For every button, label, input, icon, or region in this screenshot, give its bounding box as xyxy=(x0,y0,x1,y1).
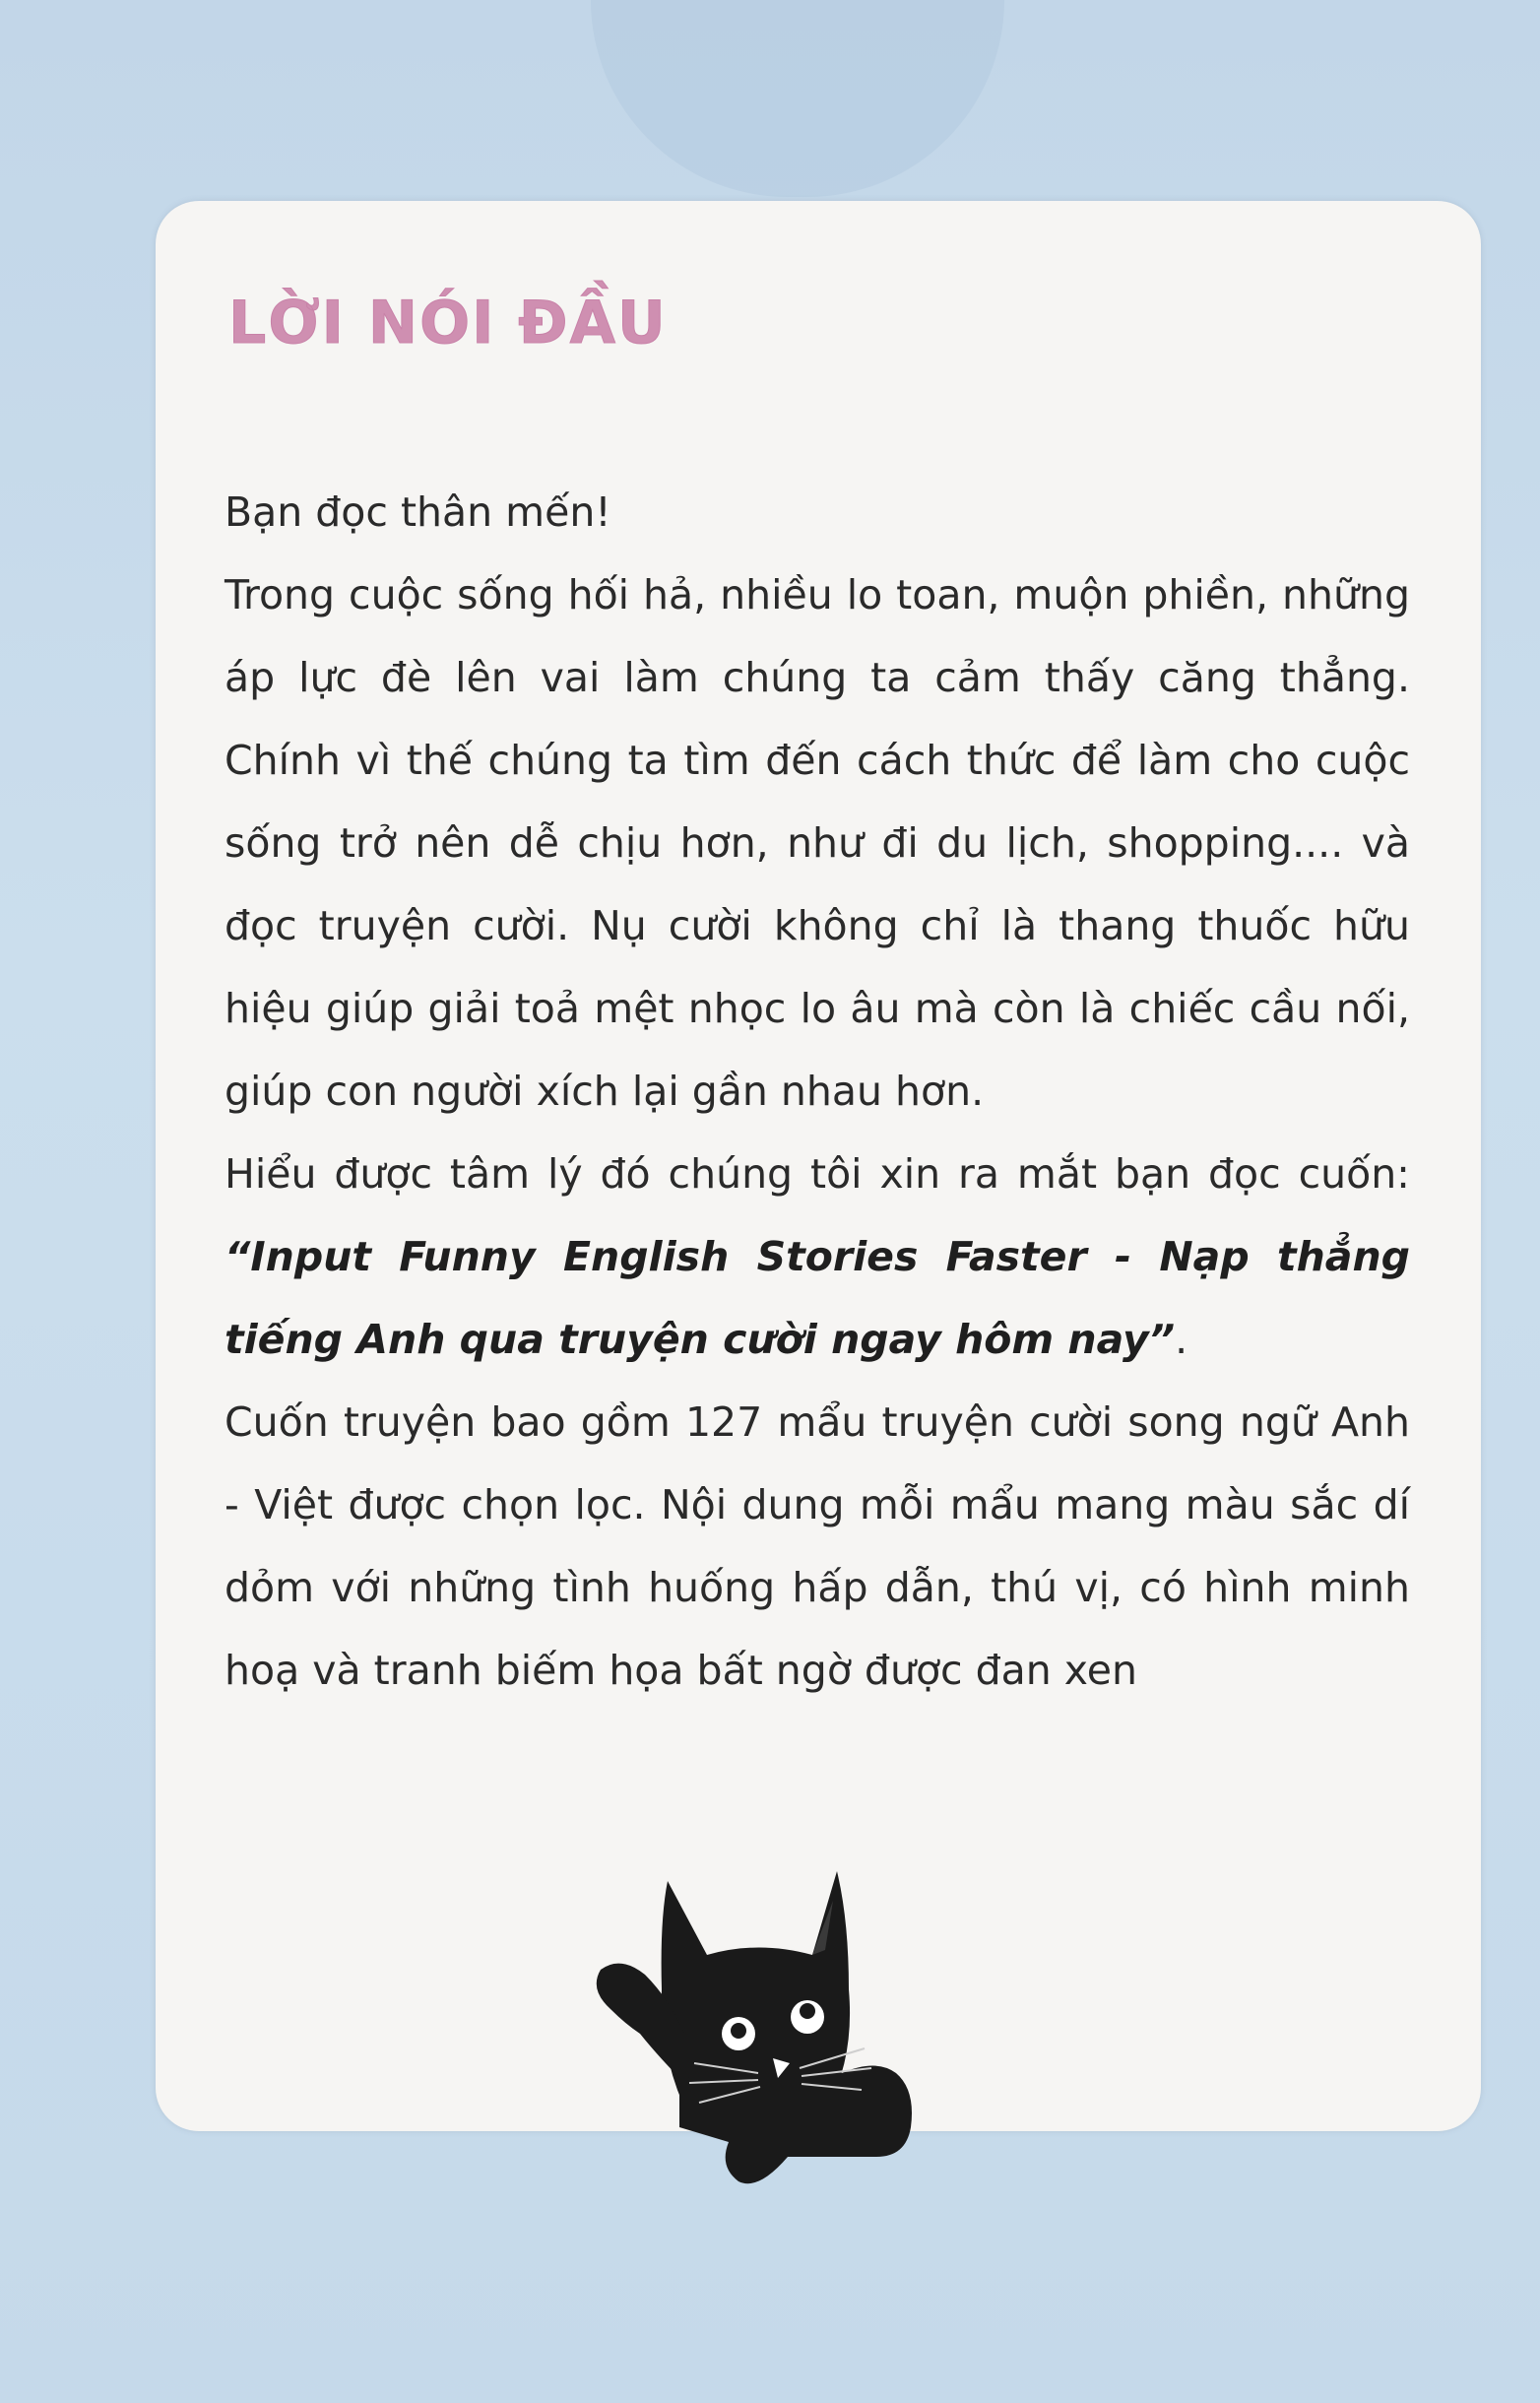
preface-heading: LỜI NÓI ĐẦU xyxy=(228,289,668,357)
book-title: “Input Funny English Stories Faster - Nạp thẳng tiếng Anh qua truyện cười ngay hôm nay” xyxy=(225,1233,1410,1363)
greeting: Bạn đọc thân mến! xyxy=(225,488,611,536)
paragraph-1: Trong cuộc sống hối hả, nhiều lo toan, muộn phiền, những áp lực đè lên vai làm chúng ta cảm thấy căng thẳng. Chính vì thế chúng ta tìm đến cách thức để làm cho cuộc sống trở nên dễ chịu hơn, như đi du lịch, shopping.... và đọc truyện cười. Nụ cười không chỉ là thang thuốc hữu hiệu giúp giải toả mệt nhọc lo âu mà còn là chiếc cầu nối, giúp con người xích lại gần nhau hơn. xyxy=(225,571,1410,1115)
background-shape xyxy=(591,0,1004,197)
black-cat-peeking-icon xyxy=(591,1861,985,2196)
paragraph-2-end: . xyxy=(1175,1316,1188,1363)
paragraph-2-intro: Hiểu được tâm lý đó chúng tôi xin ra mắt bạn đọc cuốn: xyxy=(225,1150,1410,1198)
preface-body xyxy=(225,471,1410,1712)
paragraph-3: Cuốn truyện bao gồm 127 mẩu truyện cười song ngữ Anh - Việt được chọn lọc. Nội dung mỗi mẩu mang màu sắc dí dỏm với những tình huống hấp dẫn, thú vị, có hình minh hoạ và tranh biếm họa bất ngờ được đan xen xyxy=(225,1398,1410,1694)
paragraph-2 xyxy=(225,1133,1410,1381)
